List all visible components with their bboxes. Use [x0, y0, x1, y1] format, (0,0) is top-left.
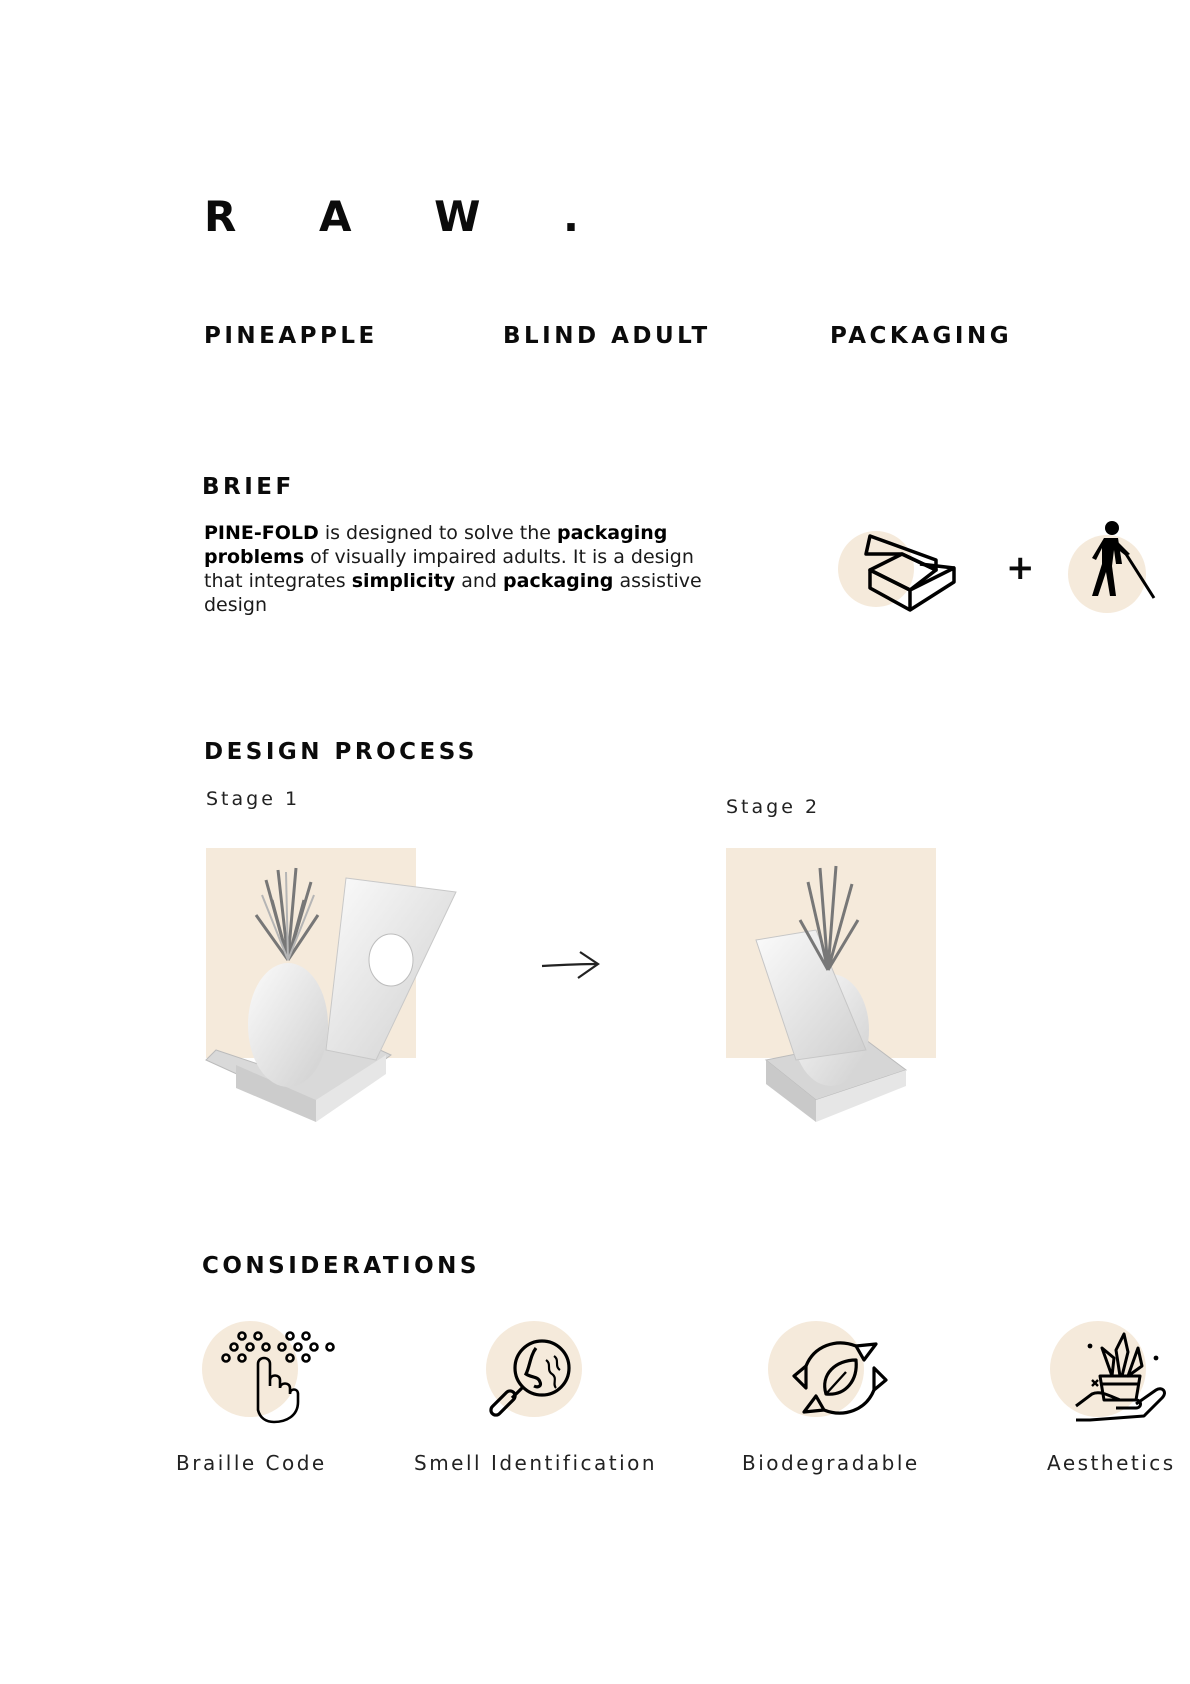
- keyword-packaging: PACKAGING: [830, 323, 1013, 349]
- stage-1-label: Stage 1: [206, 788, 301, 810]
- keyword-pineapple: PINEAPPLE: [204, 323, 378, 349]
- consideration-label-braille: Braille Code: [176, 1451, 327, 1475]
- blind-person-with-cane-icon: [1086, 520, 1156, 600]
- brief-product-name: PINE-FOLD: [204, 522, 319, 544]
- plus-sign: +: [1006, 548, 1035, 588]
- braille-hand-icon: [222, 1330, 342, 1424]
- plant-in-hand-icon: [1070, 1328, 1170, 1424]
- smell-magnifier-icon: [486, 1336, 578, 1424]
- stage-1-render: [206, 860, 466, 1130]
- consideration-label-biodegradable: Biodegradable: [742, 1451, 920, 1475]
- design-process-heading: DESIGN PROCESS: [204, 739, 478, 765]
- recycle-leaf-icon: [790, 1336, 890, 1422]
- logo: R A W .: [204, 192, 613, 241]
- considerations-heading: CONSIDERATIONS: [202, 1253, 480, 1279]
- consideration-label-smell: Smell Identification: [414, 1451, 658, 1475]
- consideration-label-aesthetics: Aesthetics: [1047, 1451, 1176, 1475]
- brief-heading: BRIEF: [202, 474, 295, 500]
- keyword-blind-adult: BLIND ADULT: [503, 323, 711, 349]
- arrow-right-icon: [540, 950, 602, 980]
- brief-paragraph: PINE-FOLD is designed to solve the packaging problems of visually impaired adults. It is a design that integrates simplicity and packaging assistive design: [204, 522, 702, 616]
- stage-2-render: [756, 860, 936, 1130]
- stage-2-label: Stage 2: [726, 796, 821, 818]
- box-icon: [862, 532, 958, 612]
